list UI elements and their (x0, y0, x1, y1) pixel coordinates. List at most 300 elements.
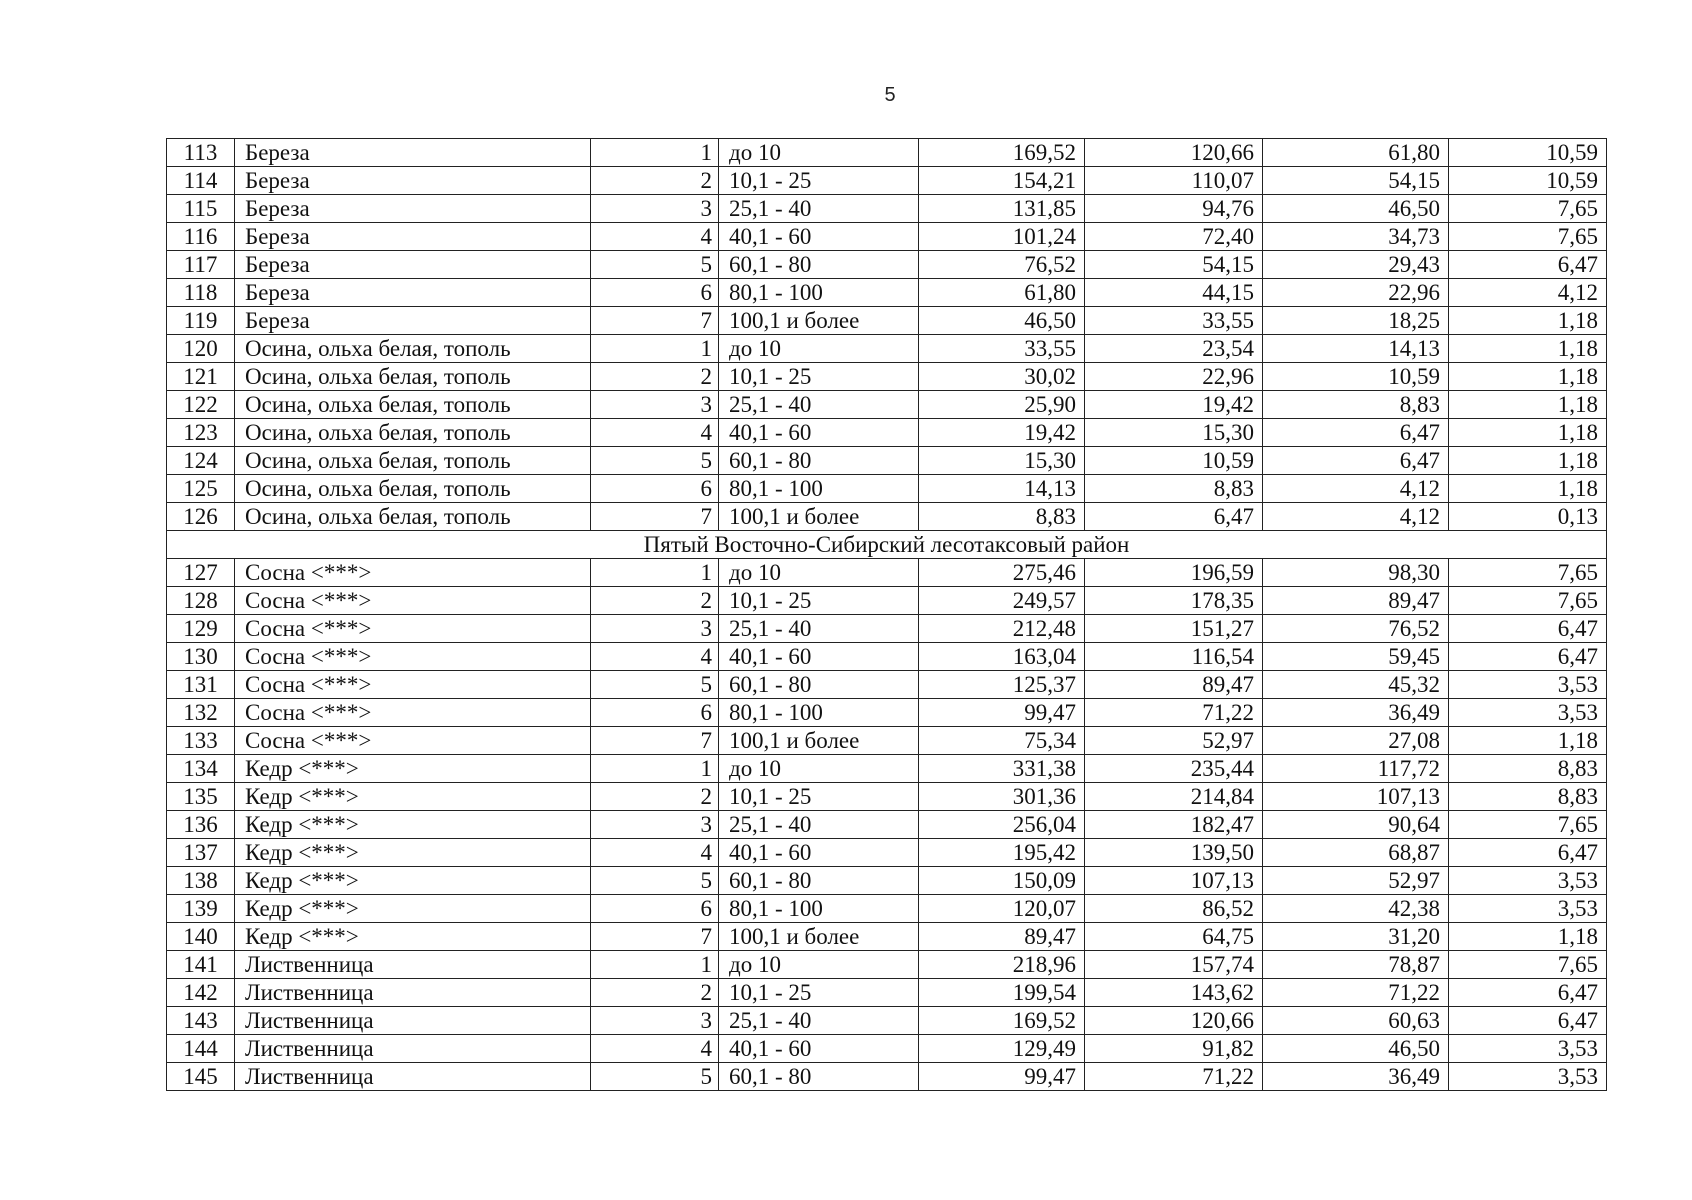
rate-small-cell: 4,12 (1263, 503, 1449, 531)
diameter-range-cell: до 10 (719, 755, 919, 783)
rate-small-cell: 54,15 (1263, 167, 1449, 195)
rate-medium-cell: 178,35 (1085, 587, 1263, 615)
row-number-cell: 125 (167, 475, 235, 503)
row-number-cell: 114 (167, 167, 235, 195)
table-row (167, 335, 1607, 363)
table-body (167, 139, 1607, 1091)
table-row (167, 839, 1607, 867)
rate-medium-cell: 94,76 (1085, 195, 1263, 223)
table-row (167, 867, 1607, 895)
species-name-cell: Сосна <***> (235, 643, 591, 671)
row-number-cell: 138 (167, 867, 235, 895)
section-title: Пятый Восточно-Сибирский лесотаксовый район (167, 531, 1607, 559)
size-class-cell: 2 (591, 363, 719, 391)
table-row (167, 475, 1607, 503)
size-class-cell: 7 (591, 923, 719, 951)
rate-medium-cell: 143,62 (1085, 979, 1263, 1007)
rate-medium-cell: 235,44 (1085, 755, 1263, 783)
species-name-cell: Осина, ольха белая, тополь (235, 447, 591, 475)
rate-firewood-cell: 1,18 (1449, 307, 1607, 335)
rate-medium-cell: 6,47 (1085, 503, 1263, 531)
table-row (167, 783, 1607, 811)
diameter-range-cell: 60,1 - 80 (719, 251, 919, 279)
species-name-cell: Береза (235, 251, 591, 279)
diameter-range-cell: 100,1 и более (719, 503, 919, 531)
rate-firewood-cell: 1,18 (1449, 335, 1607, 363)
species-name-cell: Кедр <***> (235, 867, 591, 895)
size-class-cell: 4 (591, 839, 719, 867)
rate-firewood-cell: 4,12 (1449, 279, 1607, 307)
rate-large-cell: 218,96 (919, 951, 1085, 979)
rate-medium-cell: 120,66 (1085, 139, 1263, 167)
table-row (167, 895, 1607, 923)
rate-small-cell: 46,50 (1263, 195, 1449, 223)
rate-large-cell: 331,38 (919, 755, 1085, 783)
rate-small-cell: 4,12 (1263, 475, 1449, 503)
rate-firewood-cell: 3,53 (1449, 895, 1607, 923)
rate-medium-cell: 86,52 (1085, 895, 1263, 923)
rate-large-cell: 275,46 (919, 559, 1085, 587)
rate-firewood-cell: 7,65 (1449, 951, 1607, 979)
row-number-cell: 121 (167, 363, 235, 391)
table-row (167, 671, 1607, 699)
rate-firewood-cell: 3,53 (1449, 867, 1607, 895)
row-number-cell: 130 (167, 643, 235, 671)
row-number-cell: 119 (167, 307, 235, 335)
rate-small-cell: 76,52 (1263, 615, 1449, 643)
diameter-range-cell: 25,1 - 40 (719, 615, 919, 643)
rate-small-cell: 42,38 (1263, 895, 1449, 923)
rate-small-cell: 98,30 (1263, 559, 1449, 587)
size-class-cell: 4 (591, 419, 719, 447)
rate-small-cell: 68,87 (1263, 839, 1449, 867)
table-row (167, 923, 1607, 951)
rate-medium-cell: 52,97 (1085, 727, 1263, 755)
row-number-cell: 140 (167, 923, 235, 951)
rate-firewood-cell: 7,65 (1449, 195, 1607, 223)
rate-firewood-cell: 1,18 (1449, 475, 1607, 503)
rate-firewood-cell: 6,47 (1449, 615, 1607, 643)
rate-firewood-cell: 3,53 (1449, 699, 1607, 727)
table-row (167, 755, 1607, 783)
species-name-cell: Сосна <***> (235, 671, 591, 699)
rate-large-cell: 101,24 (919, 223, 1085, 251)
species-name-cell: Береза (235, 307, 591, 335)
size-class-cell: 6 (591, 895, 719, 923)
row-number-cell: 129 (167, 615, 235, 643)
species-name-cell: Лиственница (235, 979, 591, 1007)
species-name-cell: Кедр <***> (235, 811, 591, 839)
rate-firewood-cell: 1,18 (1449, 447, 1607, 475)
rate-medium-cell: 182,47 (1085, 811, 1263, 839)
rate-firewood-cell: 7,65 (1449, 587, 1607, 615)
diameter-range-cell: 10,1 - 25 (719, 587, 919, 615)
rate-medium-cell: 8,83 (1085, 475, 1263, 503)
size-class-cell: 5 (591, 447, 719, 475)
table-row (167, 391, 1607, 419)
species-name-cell: Сосна <***> (235, 587, 591, 615)
size-class-cell: 7 (591, 503, 719, 531)
row-number-cell: 115 (167, 195, 235, 223)
table-row (167, 279, 1607, 307)
species-name-cell: Кедр <***> (235, 923, 591, 951)
rate-small-cell: 60,63 (1263, 1007, 1449, 1035)
diameter-range-cell: до 10 (719, 951, 919, 979)
tariff-table (166, 138, 1607, 1091)
diameter-range-cell: 10,1 - 25 (719, 167, 919, 195)
rate-small-cell: 90,64 (1263, 811, 1449, 839)
rate-large-cell: 212,48 (919, 615, 1085, 643)
table-row (167, 447, 1607, 475)
section-header-row (167, 531, 1607, 559)
rate-large-cell: 99,47 (919, 699, 1085, 727)
table-row (167, 1035, 1607, 1063)
table-row (167, 1007, 1607, 1035)
rate-firewood-cell: 6,47 (1449, 979, 1607, 1007)
rate-small-cell: 46,50 (1263, 1035, 1449, 1063)
rate-small-cell: 29,43 (1263, 251, 1449, 279)
rate-large-cell: 195,42 (919, 839, 1085, 867)
rate-large-cell: 8,83 (919, 503, 1085, 531)
rate-large-cell: 163,04 (919, 643, 1085, 671)
rate-large-cell: 199,54 (919, 979, 1085, 1007)
rate-large-cell: 46,50 (919, 307, 1085, 335)
row-number-cell: 131 (167, 671, 235, 699)
rate-small-cell: 61,80 (1263, 139, 1449, 167)
table-row (167, 979, 1607, 1007)
rate-firewood-cell: 1,18 (1449, 363, 1607, 391)
species-name-cell: Лиственница (235, 951, 591, 979)
rate-large-cell: 76,52 (919, 251, 1085, 279)
rate-firewood-cell: 0,13 (1449, 503, 1607, 531)
rate-large-cell: 301,36 (919, 783, 1085, 811)
table-row (167, 167, 1607, 195)
row-number-cell: 126 (167, 503, 235, 531)
row-number-cell: 117 (167, 251, 235, 279)
species-name-cell: Осина, ольха белая, тополь (235, 363, 591, 391)
rate-medium-cell: 91,82 (1085, 1035, 1263, 1063)
rate-medium-cell: 33,55 (1085, 307, 1263, 335)
size-class-cell: 1 (591, 335, 719, 363)
rate-firewood-cell: 1,18 (1449, 923, 1607, 951)
diameter-range-cell: 60,1 - 80 (719, 447, 919, 475)
rate-small-cell: 89,47 (1263, 587, 1449, 615)
species-name-cell: Сосна <***> (235, 615, 591, 643)
diameter-range-cell: 25,1 - 40 (719, 1007, 919, 1035)
rate-medium-cell: 139,50 (1085, 839, 1263, 867)
size-class-cell: 4 (591, 1035, 719, 1063)
size-class-cell: 5 (591, 671, 719, 699)
diameter-range-cell: 80,1 - 100 (719, 279, 919, 307)
table-row (167, 643, 1607, 671)
diameter-range-cell: 25,1 - 40 (719, 195, 919, 223)
diameter-range-cell: до 10 (719, 559, 919, 587)
rate-firewood-cell: 7,65 (1449, 223, 1607, 251)
size-class-cell: 2 (591, 587, 719, 615)
rate-medium-cell: 23,54 (1085, 335, 1263, 363)
diameter-range-cell: 25,1 - 40 (719, 391, 919, 419)
row-number-cell: 124 (167, 447, 235, 475)
size-class-cell: 3 (591, 1007, 719, 1035)
table-row (167, 139, 1607, 167)
rate-large-cell: 15,30 (919, 447, 1085, 475)
rate-large-cell: 61,80 (919, 279, 1085, 307)
rate-small-cell: 78,87 (1263, 951, 1449, 979)
size-class-cell: 1 (591, 559, 719, 587)
rate-large-cell: 33,55 (919, 335, 1085, 363)
diameter-range-cell: 40,1 - 60 (719, 223, 919, 251)
table-row (167, 195, 1607, 223)
size-class-cell: 5 (591, 867, 719, 895)
species-name-cell: Осина, ольха белая, тополь (235, 419, 591, 447)
rate-large-cell: 154,21 (919, 167, 1085, 195)
table-row (167, 587, 1607, 615)
table-row (167, 615, 1607, 643)
rate-large-cell: 25,90 (919, 391, 1085, 419)
diameter-range-cell: 10,1 - 25 (719, 363, 919, 391)
rate-firewood-cell: 1,18 (1449, 391, 1607, 419)
size-class-cell: 3 (591, 615, 719, 643)
rate-small-cell: 31,20 (1263, 923, 1449, 951)
size-class-cell: 2 (591, 167, 719, 195)
species-name-cell: Сосна <***> (235, 559, 591, 587)
species-name-cell: Береза (235, 167, 591, 195)
diameter-range-cell: 80,1 - 100 (719, 475, 919, 503)
size-class-cell: 6 (591, 475, 719, 503)
rate-large-cell: 19,42 (919, 419, 1085, 447)
size-class-cell: 7 (591, 307, 719, 335)
row-number-cell: 139 (167, 895, 235, 923)
diameter-range-cell: 40,1 - 60 (719, 1035, 919, 1063)
diameter-range-cell: 40,1 - 60 (719, 419, 919, 447)
rate-medium-cell: 10,59 (1085, 447, 1263, 475)
rate-small-cell: 10,59 (1263, 363, 1449, 391)
rate-small-cell: 36,49 (1263, 699, 1449, 727)
table-row (167, 251, 1607, 279)
diameter-range-cell: 60,1 - 80 (719, 1063, 919, 1091)
row-number-cell: 127 (167, 559, 235, 587)
rate-firewood-cell: 3,53 (1449, 671, 1607, 699)
rate-large-cell: 256,04 (919, 811, 1085, 839)
rate-large-cell: 120,07 (919, 895, 1085, 923)
rate-large-cell: 249,57 (919, 587, 1085, 615)
rate-medium-cell: 196,59 (1085, 559, 1263, 587)
species-name-cell: Лиственница (235, 1035, 591, 1063)
rate-firewood-cell: 7,65 (1449, 559, 1607, 587)
size-class-cell: 1 (591, 755, 719, 783)
rate-medium-cell: 110,07 (1085, 167, 1263, 195)
rate-medium-cell: 72,40 (1085, 223, 1263, 251)
size-class-cell: 4 (591, 223, 719, 251)
rate-medium-cell: 120,66 (1085, 1007, 1263, 1035)
size-class-cell: 5 (591, 1063, 719, 1091)
row-number-cell: 142 (167, 979, 235, 1007)
row-number-cell: 118 (167, 279, 235, 307)
row-number-cell: 136 (167, 811, 235, 839)
size-class-cell: 6 (591, 699, 719, 727)
rate-small-cell: 27,08 (1263, 727, 1449, 755)
rate-large-cell: 75,34 (919, 727, 1085, 755)
diameter-range-cell: 10,1 - 25 (719, 979, 919, 1007)
rate-firewood-cell: 8,83 (1449, 783, 1607, 811)
table-row (167, 307, 1607, 335)
diameter-range-cell: 80,1 - 100 (719, 895, 919, 923)
rate-medium-cell: 71,22 (1085, 699, 1263, 727)
row-number-cell: 113 (167, 139, 235, 167)
rate-medium-cell: 89,47 (1085, 671, 1263, 699)
diameter-range-cell: 80,1 - 100 (719, 699, 919, 727)
table-row (167, 559, 1607, 587)
species-name-cell: Осина, ольха белая, тополь (235, 475, 591, 503)
row-number-cell: 134 (167, 755, 235, 783)
species-name-cell: Кедр <***> (235, 839, 591, 867)
row-number-cell: 145 (167, 1063, 235, 1091)
diameter-range-cell: 60,1 - 80 (719, 867, 919, 895)
size-class-cell: 1 (591, 139, 719, 167)
rate-medium-cell: 22,96 (1085, 363, 1263, 391)
size-class-cell: 3 (591, 195, 719, 223)
tariff-table-container (166, 138, 1606, 1091)
table-row (167, 951, 1607, 979)
rate-small-cell: 6,47 (1263, 447, 1449, 475)
rate-firewood-cell: 7,65 (1449, 811, 1607, 839)
row-number-cell: 128 (167, 587, 235, 615)
species-name-cell: Береза (235, 223, 591, 251)
rate-firewood-cell: 3,53 (1449, 1035, 1607, 1063)
size-class-cell: 2 (591, 979, 719, 1007)
rate-large-cell: 125,37 (919, 671, 1085, 699)
species-name-cell: Осина, ольха белая, тополь (235, 335, 591, 363)
species-name-cell: Лиственница (235, 1063, 591, 1091)
rate-firewood-cell: 6,47 (1449, 251, 1607, 279)
table-row (167, 699, 1607, 727)
rate-medium-cell: 44,15 (1085, 279, 1263, 307)
rate-firewood-cell: 6,47 (1449, 839, 1607, 867)
diameter-range-cell: 40,1 - 60 (719, 643, 919, 671)
rate-firewood-cell: 6,47 (1449, 1007, 1607, 1035)
row-number-cell: 133 (167, 727, 235, 755)
row-number-cell: 122 (167, 391, 235, 419)
rate-small-cell: 71,22 (1263, 979, 1449, 1007)
rate-firewood-cell: 6,47 (1449, 643, 1607, 671)
rate-small-cell: 36,49 (1263, 1063, 1449, 1091)
species-name-cell: Кедр <***> (235, 895, 591, 923)
species-name-cell: Осина, ольха белая, тополь (235, 503, 591, 531)
diameter-range-cell: 40,1 - 60 (719, 839, 919, 867)
species-name-cell: Кедр <***> (235, 755, 591, 783)
rate-large-cell: 89,47 (919, 923, 1085, 951)
species-name-cell: Сосна <***> (235, 727, 591, 755)
species-name-cell: Береза (235, 279, 591, 307)
species-name-cell: Береза (235, 195, 591, 223)
rate-firewood-cell: 1,18 (1449, 419, 1607, 447)
rate-medium-cell: 157,74 (1085, 951, 1263, 979)
table-row (167, 1063, 1607, 1091)
diameter-range-cell: 100,1 и более (719, 727, 919, 755)
rate-small-cell: 22,96 (1263, 279, 1449, 307)
rate-small-cell: 107,13 (1263, 783, 1449, 811)
rate-small-cell: 14,13 (1263, 335, 1449, 363)
table-row (167, 363, 1607, 391)
size-class-cell: 7 (591, 727, 719, 755)
row-number-cell: 144 (167, 1035, 235, 1063)
table-row (167, 727, 1607, 755)
species-name-cell: Лиственница (235, 1007, 591, 1035)
rate-large-cell: 169,52 (919, 139, 1085, 167)
diameter-range-cell: 10,1 - 25 (719, 783, 919, 811)
rate-large-cell: 99,47 (919, 1063, 1085, 1091)
rate-large-cell: 169,52 (919, 1007, 1085, 1035)
rate-firewood-cell: 10,59 (1449, 167, 1607, 195)
size-class-cell: 3 (591, 811, 719, 839)
rate-medium-cell: 107,13 (1085, 867, 1263, 895)
row-number-cell: 135 (167, 783, 235, 811)
rate-small-cell: 45,32 (1263, 671, 1449, 699)
rate-small-cell: 117,72 (1263, 755, 1449, 783)
species-name-cell: Сосна <***> (235, 699, 591, 727)
page-number: 5 (884, 84, 896, 106)
rate-medium-cell: 54,15 (1085, 251, 1263, 279)
rate-firewood-cell: 1,18 (1449, 727, 1607, 755)
table-row (167, 811, 1607, 839)
diameter-range-cell: 100,1 и более (719, 307, 919, 335)
size-class-cell: 4 (591, 643, 719, 671)
rate-medium-cell: 19,42 (1085, 391, 1263, 419)
rate-firewood-cell: 8,83 (1449, 755, 1607, 783)
rate-medium-cell: 15,30 (1085, 419, 1263, 447)
row-number-cell: 123 (167, 419, 235, 447)
row-number-cell: 137 (167, 839, 235, 867)
rate-small-cell: 52,97 (1263, 867, 1449, 895)
diameter-range-cell: до 10 (719, 139, 919, 167)
table-row (167, 223, 1607, 251)
rate-small-cell: 59,45 (1263, 643, 1449, 671)
rate-firewood-cell: 3,53 (1449, 1063, 1607, 1091)
size-class-cell: 5 (591, 251, 719, 279)
diameter-range-cell: 60,1 - 80 (719, 671, 919, 699)
rate-large-cell: 150,09 (919, 867, 1085, 895)
row-number-cell: 116 (167, 223, 235, 251)
rate-large-cell: 30,02 (919, 363, 1085, 391)
rate-medium-cell: 71,22 (1085, 1063, 1263, 1091)
row-number-cell: 143 (167, 1007, 235, 1035)
rate-large-cell: 129,49 (919, 1035, 1085, 1063)
row-number-cell: 120 (167, 335, 235, 363)
size-class-cell: 1 (591, 951, 719, 979)
species-name-cell: Осина, ольха белая, тополь (235, 391, 591, 419)
rate-small-cell: 18,25 (1263, 307, 1449, 335)
rate-small-cell: 8,83 (1263, 391, 1449, 419)
diameter-range-cell: до 10 (719, 335, 919, 363)
row-number-cell: 132 (167, 699, 235, 727)
rate-medium-cell: 116,54 (1085, 643, 1263, 671)
rate-large-cell: 14,13 (919, 475, 1085, 503)
rate-small-cell: 34,73 (1263, 223, 1449, 251)
rate-medium-cell: 151,27 (1085, 615, 1263, 643)
rate-medium-cell: 214,84 (1085, 783, 1263, 811)
table-row (167, 503, 1607, 531)
species-name-cell: Кедр <***> (235, 783, 591, 811)
diameter-range-cell: 25,1 - 40 (719, 811, 919, 839)
size-class-cell: 3 (591, 391, 719, 419)
row-number-cell: 141 (167, 951, 235, 979)
rate-medium-cell: 64,75 (1085, 923, 1263, 951)
diameter-range-cell: 100,1 и более (719, 923, 919, 951)
rate-small-cell: 6,47 (1263, 419, 1449, 447)
size-class-cell: 6 (591, 279, 719, 307)
rate-firewood-cell: 10,59 (1449, 139, 1607, 167)
table-row (167, 419, 1607, 447)
